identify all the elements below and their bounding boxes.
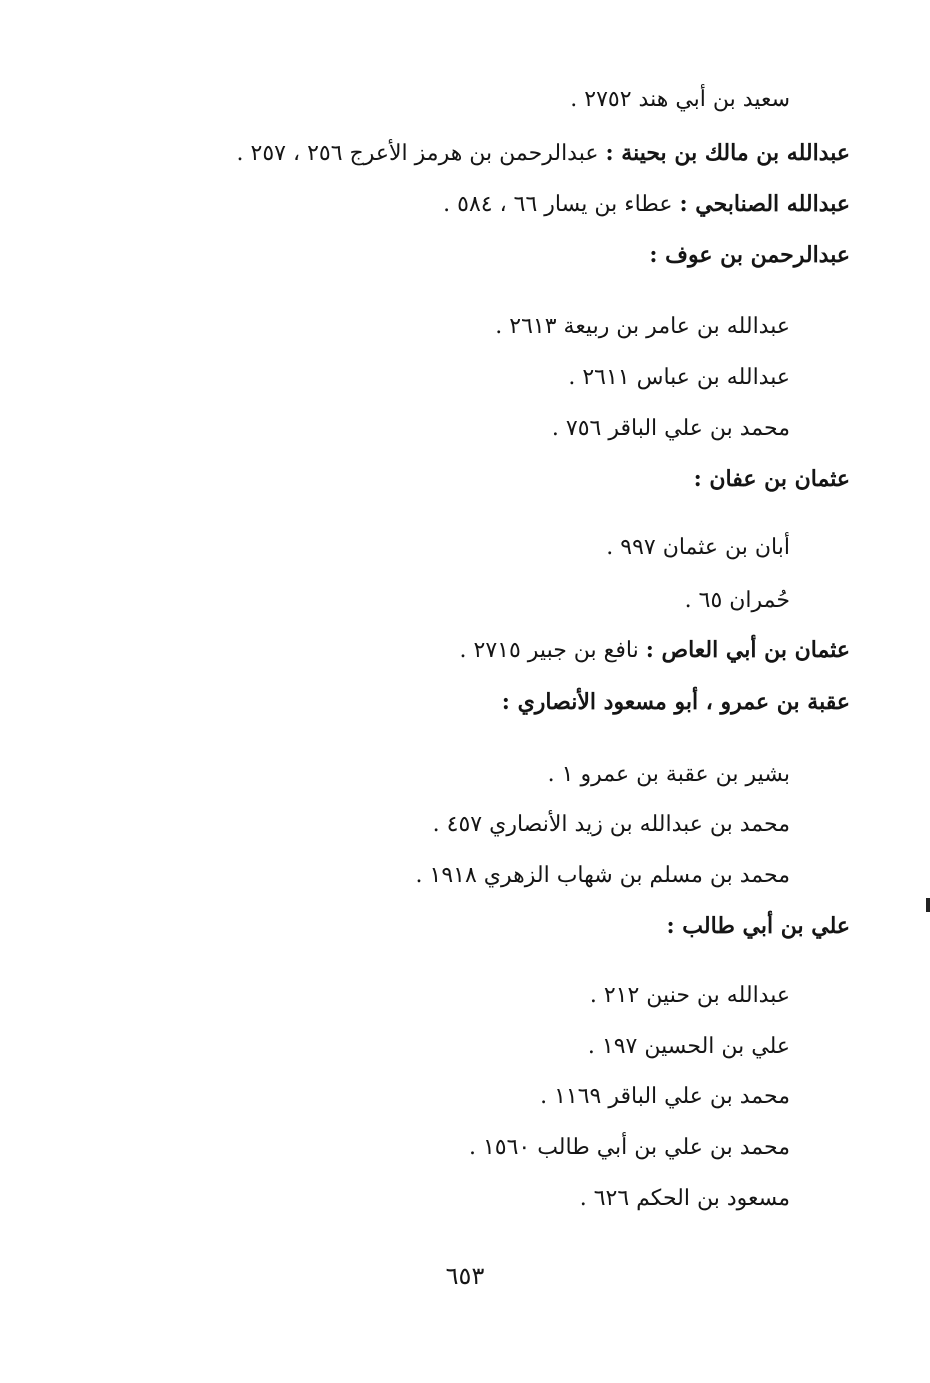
index-line-2 [190,136,850,170]
entry-text: محمد بن علي الباقر ١١٦٩ . [540,1084,790,1109]
index-line-5 [130,309,790,343]
entry-heading: عبدالرحمن بن عوف : [649,242,850,268]
entry-heading: عثمان بن عفان : [693,466,850,492]
index-line-6 [130,360,790,394]
scan-edge-mark [926,898,930,912]
entry-text: نافع بن جبير ٢٧١٥ . [459,638,646,663]
index-line-11 [190,633,850,667]
entry-text: عبدالله بن عامر بن ربيعة ٢٦١٣ . [495,314,790,339]
entry-text: عبدالله بن عباس ٢٦١١ . [568,365,790,390]
entry-heading: عبدالله الصنابحي : [679,191,850,217]
index-line-3 [190,187,850,221]
entry-text: بشير بن عقبة بن عمرو ١ . [547,762,790,787]
index-line-17 [130,978,790,1012]
index-line-16 [190,909,850,943]
index-line-15 [130,858,790,892]
index-line-1 [130,82,790,116]
entry-text: أبان بن عثمان ٩٩٧ . [606,535,790,560]
entry-text: مسعود بن الحكم ٦٢٦ . [579,1186,790,1211]
entry-text: عطاء بن يسار ٦٦ ، ٥٨٤ . [443,192,680,217]
entry-heading: عبدالله بن مالك بن بحينة : [605,140,850,166]
index-line-19 [130,1079,790,1113]
entry-text: حُمران ٦٥ . [684,588,790,613]
entry-text: محمد بن علي بن أبي طالب ١٥٦٠ . [468,1135,790,1160]
entry-text: عبدالرحمن بن هرمز الأعرج ٢٥٦ ، ٢٥٧ . [236,141,606,166]
index-line-20 [130,1130,790,1164]
entry-text: سعيد بن أبي هند ٢٧٥٢ . [570,87,790,112]
index-line-4 [190,238,850,272]
index-line-9 [130,530,790,564]
page-number: ٦٥٣ [445,1262,485,1290]
entry-text: عبدالله بن حنين ٢١٢ . [589,983,790,1008]
entry-text: محمد بن علي الباقر ٧٥٦ . [551,416,790,441]
entry-text: محمد بن مسلم بن شهاب الزهري ١٩١٨ . [415,863,790,888]
index-line-10 [130,583,790,617]
entry-text: محمد بن عبدالله بن زيد الأنصاري ٤٥٧ . [432,812,790,837]
entry-heading: عثمان بن أبي العاص : [645,637,850,663]
index-line-12 [190,685,850,719]
index-line-14 [130,807,790,841]
index-line-21 [130,1181,790,1215]
entry-heading: علي بن أبي طالب : [666,913,850,939]
index-line-18 [130,1029,790,1063]
entry-text: علي بن الحسين ١٩٧ . [587,1034,790,1059]
entry-heading: عقبة بن عمرو ، أبو مسعود الأنصاري : [501,689,850,715]
index-line-13 [130,757,790,791]
index-line-7 [130,411,790,445]
index-line-8 [190,462,850,496]
